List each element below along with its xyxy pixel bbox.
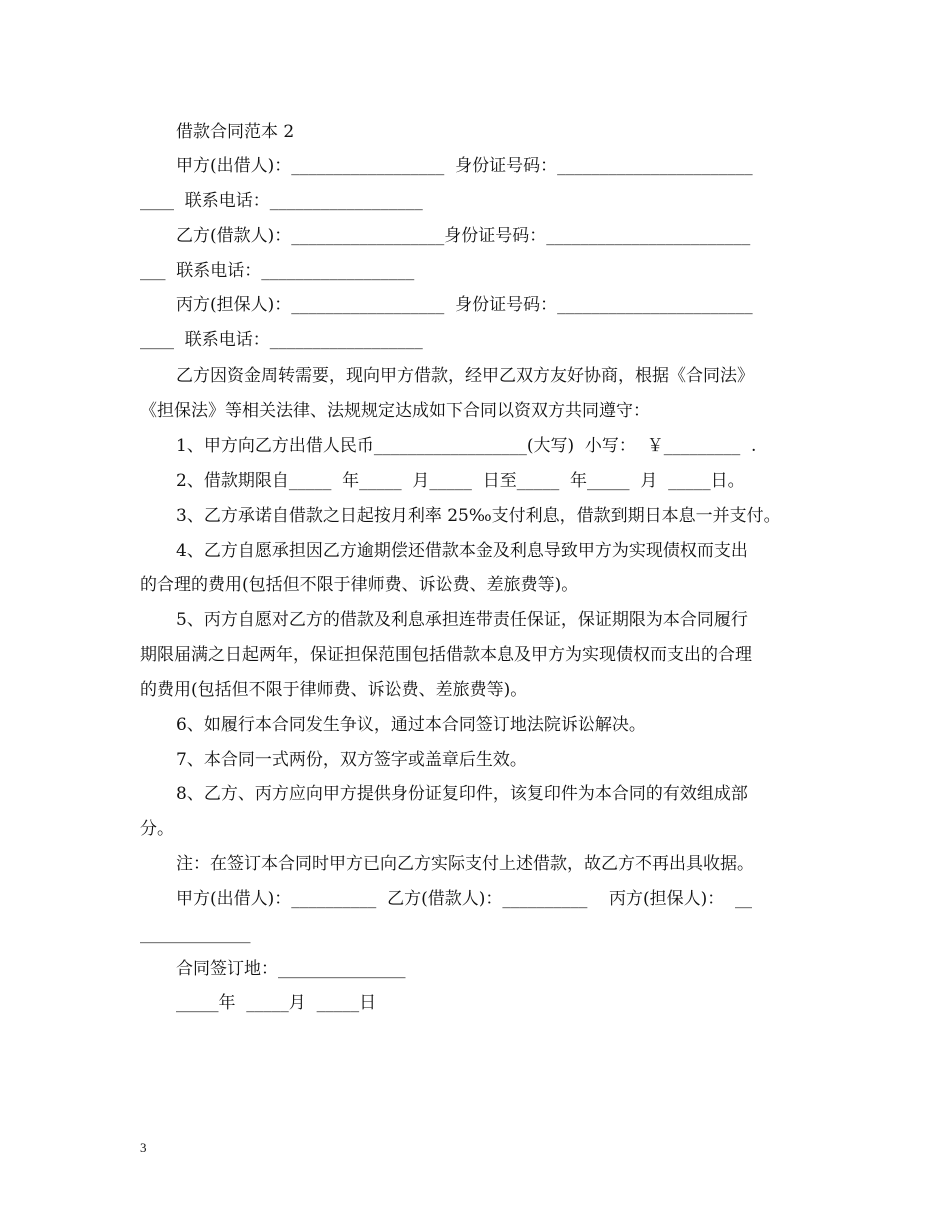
clause-5-line-3: 的费用(包括但不限于律师费、诉讼费、差旅费等)。: [140, 680, 528, 700]
clause-6: 6、如履行本合同发生争议，通过本合同签订地法院诉讼解决。: [176, 715, 646, 735]
clause-1: 1、甲方向乙方出借人民币__________________(大写) 小写： ￥_________ .: [176, 436, 757, 456]
clause-5-line-2: 期限届满之日起两年，保证担保范围包括借款本息及甲方为实现债权而支出的合理: [140, 645, 752, 665]
party-b-line: 乙方(借款人)：__________________身份证号码：________________________: [176, 226, 751, 246]
signing-place-line: 合同签订地：_______________: [176, 959, 406, 979]
party-c-phone-line: ____ 联系电话：__________________: [140, 330, 423, 350]
party-b-phone-line: ___ 联系电话：__________________: [140, 261, 415, 281]
signature-line-continued: _____________: [140, 924, 251, 944]
party-a-phone-line: ____ 联系电话：__________________: [140, 191, 423, 211]
clause-2: 2、借款期限自_____ 年_____ 月_____ 日至_____ 年_____ 月 _____日。: [176, 471, 745, 491]
party-c-line: 丙方(担保人)：__________________ 身份证号码：_______________________: [176, 295, 753, 315]
clause-8-line-2: 分。: [140, 819, 174, 839]
clause-8-line-1: 8、乙方、丙方应向甲方提供身份证复印件，该复印件为本合同的有效组成部: [176, 784, 748, 804]
date-line: _____年 _____月 _____日: [176, 993, 377, 1013]
clause-7: 7、本合同一式两份，双方签字或盖章后生效。: [176, 750, 527, 770]
clause-4-line-1: 4、乙方自愿承担因乙方逾期偿还借款本金及利息导致甲方为实现债权而支出: [176, 541, 748, 561]
page-number: 3: [140, 1140, 147, 1155]
clause-3: 3、乙方承诺自借款之日起按月利率 25‰支付利息，借款到期日本息一并支付。: [176, 506, 781, 526]
note-line: 注：在签订本合同时甲方已向乙方实际支付上述借款，故乙方不再出具收据。: [176, 854, 754, 874]
clause-4-line-2: 的合理的费用(包括但不限于律师费、诉讼费、差旅费等)。: [140, 575, 579, 595]
signature-line: 甲方(出借人)：__________ 乙方(借款人)：__________ 丙方(担保人)： __: [176, 889, 753, 909]
party-a-line: 甲方(出借人)：__________________ 身份证号码：_______________________: [176, 156, 753, 176]
preamble-line-2: 《担保法》等相关法律、法规规定达成如下合同以资双方共同遵守：: [140, 401, 650, 421]
preamble-line-1: 乙方因资金周转需要，现向甲方借款，经甲乙双方友好协商，根据《合同法》: [176, 366, 754, 386]
document-title: 借款合同范本 2: [176, 122, 295, 142]
clause-5-line-1: 5、丙方自愿对乙方的借款及利息承担连带责任保证，保证期限为本合同履行: [176, 610, 748, 630]
